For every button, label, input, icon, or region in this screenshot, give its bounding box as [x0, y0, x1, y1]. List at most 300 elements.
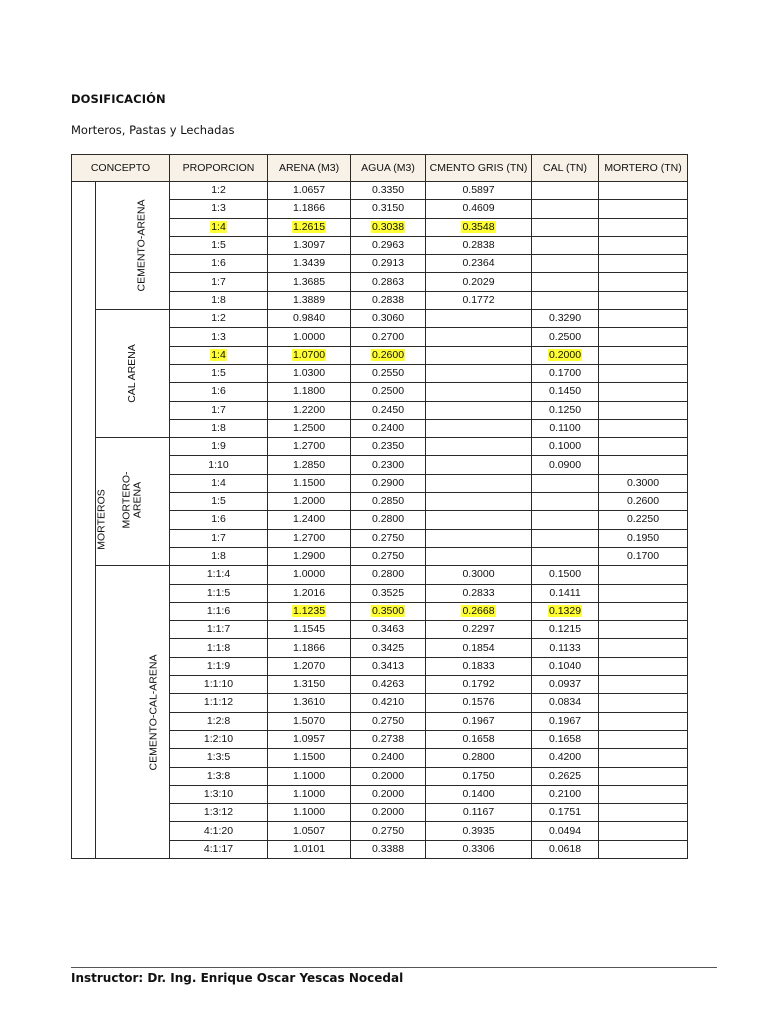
proporcion-cell: [170, 657, 268, 675]
cell-value: 1.2016: [292, 586, 326, 599]
cell-value: 1:2:8: [206, 714, 231, 727]
cell-value: 1:1:4: [206, 568, 231, 581]
mortero-cell: [599, 218, 688, 236]
proporcion-cell: [170, 291, 268, 309]
mortero-cell: [599, 694, 688, 712]
section-label-cell: [96, 566, 170, 859]
proporcion-cell: [170, 218, 268, 236]
cell-value: 1.3097: [292, 239, 326, 252]
cell-value: 0.1751: [548, 806, 582, 819]
cell-value: 0.4609: [462, 202, 495, 215]
cell-value: 1:5: [211, 239, 226, 252]
proporcion-cell: [170, 255, 268, 273]
agua-cell: [351, 712, 426, 730]
cell-value: 0.2750: [371, 531, 405, 544]
header-cal: CAL (TN): [532, 155, 599, 182]
cell-value: 0.2300: [371, 458, 405, 471]
cell-value: 1:1:9: [206, 659, 231, 672]
arena-cell: [268, 529, 351, 547]
proporcion-cell: [170, 804, 268, 822]
arena-cell: [268, 547, 351, 565]
cell-value: 0.3425: [371, 641, 405, 654]
cell-value: 0.9840: [292, 312, 326, 325]
arena-cell: [268, 291, 351, 309]
arena-cell: [268, 346, 351, 364]
mortero-cell: [599, 730, 688, 748]
proporcion-cell: [170, 730, 268, 748]
cell-value: 0.2750: [371, 824, 405, 837]
cal-cell: [532, 456, 599, 474]
table-row: [72, 438, 688, 456]
agua-cell: [351, 602, 426, 620]
cell-value: 1.1235: [292, 604, 326, 617]
arena-cell: [268, 273, 351, 291]
proporcion-cell: [170, 511, 268, 529]
cell-value: 0.0937: [548, 678, 582, 691]
agua-cell: [351, 676, 426, 694]
cell-value: 1.3610: [292, 696, 326, 709]
header-arena: ARENA (M3): [268, 155, 351, 182]
arena-cell: [268, 493, 351, 511]
section-label: CAL ARENA: [126, 344, 138, 403]
cell-value: 1:10: [208, 458, 229, 471]
cell-value: 0.2400: [371, 751, 405, 764]
agua-cell: [351, 438, 426, 456]
proporcion-cell: [170, 474, 268, 492]
cemento-cell: [426, 657, 532, 675]
mortero-cell: [599, 767, 688, 785]
cell-value: 0.0618: [548, 842, 582, 855]
table-header: [72, 155, 688, 182]
cell-value: 1.3685: [292, 275, 326, 288]
proporcion-cell: [170, 602, 268, 620]
cal-cell: [532, 511, 599, 529]
cell-value: 0.2364: [462, 257, 495, 270]
cell-value: 1.2615: [292, 220, 326, 233]
cell-value: 0.2838: [371, 293, 405, 306]
agua-cell: [351, 310, 426, 328]
agua-cell: [351, 346, 426, 364]
cell-value: 0.2750: [371, 714, 405, 727]
agua-cell: [351, 767, 426, 785]
cal-cell: [532, 401, 599, 419]
cemento-cell: [426, 566, 532, 584]
cell-value: 0.1100: [549, 422, 581, 434]
cal-cell: [532, 310, 599, 328]
cell-value: 0.2800: [371, 513, 405, 526]
cell-value: 1:2:10: [203, 733, 234, 746]
cell-value: 0.1329: [548, 604, 582, 617]
cell-value: 1:1:10: [203, 678, 234, 691]
cemento-cell: [426, 694, 532, 712]
mortero-cell: [599, 236, 688, 254]
arena-cell: [268, 255, 351, 273]
mortero-cell: [599, 291, 688, 309]
proporcion-cell: [170, 529, 268, 547]
cal-cell: [532, 493, 599, 511]
mortero-cell: [599, 529, 688, 547]
cell-value: 0.2700: [371, 330, 405, 343]
mortero-cell: [599, 657, 688, 675]
cell-value: 0.1040: [548, 659, 582, 672]
cell-value: 0.1772: [462, 293, 495, 306]
cal-cell: [532, 639, 599, 657]
cemento-cell: [426, 529, 532, 547]
document-title: DOSIFICACIÓN: [71, 92, 166, 106]
section-label: MORTERO- ARENA: [120, 471, 144, 529]
header-agua: AGUA (M3): [351, 155, 426, 182]
cell-value: 1.1500: [292, 751, 326, 764]
cal-cell: [532, 804, 599, 822]
cemento-cell: [426, 584, 532, 602]
cell-value: 0.1658: [462, 733, 495, 746]
cell-value: 1:5: [211, 367, 226, 380]
cell-value: 0.1750: [462, 769, 495, 782]
mortero-cell: [599, 273, 688, 291]
cemento-cell: [426, 639, 532, 657]
cell-value: 0.3463: [371, 623, 405, 636]
cell-value: 0.4200: [548, 751, 582, 764]
proporcion-cell: [170, 236, 268, 254]
cemento-cell: [426, 200, 532, 218]
cell-value: 0.2000: [371, 787, 405, 800]
mortero-cell: [599, 584, 688, 602]
cell-value: 1.0507: [292, 824, 326, 837]
cell-value: 0.2100: [548, 787, 582, 800]
cell-value: 0.2550: [371, 367, 405, 380]
cemento-cell: [426, 273, 532, 291]
cal-cell: [532, 602, 599, 620]
header-proporcion: PROPORCION: [170, 155, 268, 182]
arena-cell: [268, 419, 351, 437]
cemento-cell: [426, 621, 532, 639]
agua-cell: [351, 621, 426, 639]
cell-value: 0.1950: [626, 531, 660, 544]
cell-value: 1.3889: [292, 293, 326, 306]
cell-value: 0.1167: [462, 806, 495, 819]
cell-value: 1.3150: [292, 678, 326, 691]
cell-value: 0.4263: [371, 678, 405, 691]
cal-cell: [532, 419, 599, 437]
agua-cell: [351, 236, 426, 254]
mortero-cell: [599, 182, 688, 200]
mortero-cell: [599, 200, 688, 218]
cell-value: 1:7: [211, 275, 226, 288]
cell-value: 0.0494: [548, 824, 582, 837]
cell-value: 0.2900: [371, 476, 405, 489]
cell-value: 0.2600: [626, 495, 660, 508]
section-label-cell: [96, 310, 170, 438]
mortero-cell: [599, 621, 688, 639]
cell-value: 1:4: [211, 476, 226, 489]
proporcion-cell: [170, 712, 268, 730]
cal-cell: [532, 694, 599, 712]
cell-value: 0.2850: [371, 495, 405, 508]
proporcion-cell: [170, 767, 268, 785]
proporcion-cell: [170, 401, 268, 419]
cell-value: 1.2400: [292, 513, 326, 526]
arena-cell: [268, 218, 351, 236]
mortero-cell: [599, 346, 688, 364]
arena-cell: [268, 456, 351, 474]
cell-value: 1:4: [211, 220, 226, 233]
cell-value: 0.2800: [371, 568, 405, 581]
cell-value: 0.1400: [462, 787, 495, 800]
arena-cell: [268, 511, 351, 529]
cell-value: 0.2800: [462, 751, 495, 764]
arena-cell: [268, 804, 351, 822]
cell-value: 0.2600: [371, 348, 405, 361]
cemento-cell: [426, 236, 532, 254]
arena-cell: [268, 328, 351, 346]
cell-value: 0.2863: [371, 275, 405, 288]
cell-value: 4:1:17: [203, 842, 234, 855]
cemento-cell: [426, 328, 532, 346]
cell-value: 0.2000: [371, 806, 405, 819]
agua-cell: [351, 566, 426, 584]
cell-value: 1:8: [211, 293, 226, 306]
cell-value: 0.0834: [548, 696, 582, 709]
cell-value: 1:1:7: [206, 623, 231, 636]
proporcion-cell: [170, 621, 268, 639]
arena-cell: [268, 840, 351, 858]
cell-value: 1:1:5: [206, 586, 231, 599]
cal-cell: [532, 621, 599, 639]
cell-value: 0.3038: [371, 220, 405, 233]
cell-value: 0.2350: [371, 440, 405, 453]
agua-cell: [351, 584, 426, 602]
cell-value: 1.1866: [292, 202, 326, 215]
arena-cell: [268, 639, 351, 657]
agua-cell: [351, 749, 426, 767]
cemento-cell: [426, 255, 532, 273]
cell-value: 0.1576: [462, 696, 495, 709]
cell-value: 1:5: [211, 495, 226, 508]
cemento-cell: [426, 730, 532, 748]
agua-cell: [351, 639, 426, 657]
agua-cell: [351, 493, 426, 511]
mortero-cell: [599, 676, 688, 694]
proporcion-cell: [170, 200, 268, 218]
cell-value: 0.1450: [548, 385, 582, 398]
agua-cell: [351, 529, 426, 547]
mortero-cell: [599, 438, 688, 456]
cell-value: 1.1000: [292, 769, 326, 782]
cal-cell: [532, 730, 599, 748]
mortero-cell: [599, 804, 688, 822]
cal-cell: [532, 273, 599, 291]
cell-value: 1:3: [211, 202, 226, 215]
cell-value: 0.1215: [548, 623, 582, 636]
cell-value: 0.1250: [548, 403, 582, 416]
agua-cell: [351, 218, 426, 236]
proporcion-cell: [170, 566, 268, 584]
cell-value: 1.2500: [292, 422, 326, 434]
mortero-cell: [599, 749, 688, 767]
cal-cell: [532, 566, 599, 584]
header-concepto: CONCEPTO: [72, 155, 170, 182]
arena-cell: [268, 310, 351, 328]
cell-value: 1.1545: [292, 623, 326, 636]
arena-cell: [268, 712, 351, 730]
cell-value: 1:3:8: [206, 769, 231, 782]
cal-cell: [532, 749, 599, 767]
table-body: [72, 182, 688, 859]
agua-cell: [351, 511, 426, 529]
mortero-cell: [599, 493, 688, 511]
cell-value: 1.2200: [292, 403, 326, 416]
arena-cell: [268, 474, 351, 492]
cell-value: 0.1854: [462, 641, 495, 654]
agua-cell: [351, 657, 426, 675]
cell-value: 0.1833: [462, 659, 495, 672]
cemento-cell: [426, 383, 532, 401]
cell-value: 0.2400: [371, 422, 405, 434]
cal-cell: [532, 785, 599, 803]
cal-cell: [532, 712, 599, 730]
cemento-cell: [426, 291, 532, 309]
arena-cell: [268, 182, 351, 200]
cell-value: 0.1700: [626, 550, 660, 563]
cell-value: 0.2750: [371, 550, 405, 563]
mortero-cell: [599, 785, 688, 803]
proporcion-cell: [170, 328, 268, 346]
arena-cell: [268, 200, 351, 218]
mortero-cell: [599, 328, 688, 346]
arena-cell: [268, 749, 351, 767]
cell-value: 0.2450: [371, 403, 405, 416]
agua-cell: [351, 547, 426, 565]
cemento-cell: [426, 218, 532, 236]
cemento-cell: [426, 767, 532, 785]
agua-cell: [351, 383, 426, 401]
cemento-cell: [426, 712, 532, 730]
cell-value: 1:4: [211, 348, 226, 361]
cell-value: 1.2700: [292, 531, 326, 544]
proporcion-cell: [170, 785, 268, 803]
cell-value: 0.1967: [462, 714, 495, 727]
arena-cell: [268, 621, 351, 639]
cell-value: 1.2900: [292, 550, 326, 563]
cemento-cell: [426, 493, 532, 511]
cell-value: 0.2963: [371, 239, 405, 252]
arena-cell: [268, 383, 351, 401]
agua-cell: [351, 456, 426, 474]
group-label-cell: [72, 182, 108, 859]
agua-cell: [351, 255, 426, 273]
cell-value: 0.1792: [462, 678, 495, 691]
proporcion-cell: [170, 182, 268, 200]
agua-cell: [351, 474, 426, 492]
proporcion-cell: [170, 493, 268, 511]
cell-value: 1.1000: [292, 787, 326, 800]
arena-cell: [268, 676, 351, 694]
proporcion-cell: [170, 273, 268, 291]
cell-value: 0.3388: [371, 842, 405, 855]
mortero-cell: [599, 840, 688, 858]
agua-cell: [351, 200, 426, 218]
cell-value: 1.2000: [292, 495, 326, 508]
section-label: CEMENTO-CAL-ARENA: [147, 654, 160, 771]
cell-value: 1.0700: [292, 348, 326, 361]
cell-value: 4:1:20: [203, 824, 234, 837]
cal-cell: [532, 346, 599, 364]
group-label: MORTEROS: [95, 489, 108, 551]
agua-cell: [351, 694, 426, 712]
agua-cell: [351, 273, 426, 291]
arena-cell: [268, 730, 351, 748]
proporcion-cell: [170, 547, 268, 565]
mortero-cell: [599, 822, 688, 840]
agua-cell: [351, 182, 426, 200]
cal-cell: [532, 364, 599, 382]
mortero-cell: [599, 419, 688, 437]
proporcion-cell: [170, 840, 268, 858]
cell-value: 1.0000: [292, 330, 326, 343]
cell-value: 0.1658: [548, 733, 582, 746]
cell-value: 1:2: [211, 312, 226, 325]
cell-value: 1.0000: [292, 568, 326, 581]
mortero-cell: [599, 310, 688, 328]
cell-value: 1:3: [211, 330, 226, 343]
cemento-cell: [426, 602, 532, 620]
cal-cell: [532, 383, 599, 401]
mortero-cell: [599, 566, 688, 584]
table-row: [72, 310, 688, 328]
cell-value: 1:1:6: [206, 604, 231, 617]
mortero-cell: [599, 364, 688, 382]
header-cemento-gris: CMENTO GRIS (TN): [426, 155, 532, 182]
cemento-cell: [426, 182, 532, 200]
arena-cell: [268, 584, 351, 602]
agua-cell: [351, 785, 426, 803]
cell-value: 1:6: [211, 385, 226, 398]
cell-value: 1.0101: [292, 842, 326, 855]
agua-cell: [351, 840, 426, 858]
cemento-cell: [426, 511, 532, 529]
cemento-cell: [426, 419, 532, 437]
cell-value: 1.3439: [292, 257, 326, 270]
cell-value: 1:7: [211, 531, 226, 544]
proporcion-cell: [170, 438, 268, 456]
cell-value: 0.5897: [462, 184, 495, 197]
cell-value: 0.3500: [371, 604, 405, 617]
cell-value: 1:1:12: [203, 696, 234, 709]
arena-cell: [268, 767, 351, 785]
cemento-cell: [426, 346, 532, 364]
cemento-cell: [426, 401, 532, 419]
cemento-cell: [426, 749, 532, 767]
mortero-cell: [599, 511, 688, 529]
proporcion-cell: [170, 456, 268, 474]
cal-cell: [532, 840, 599, 858]
cal-cell: [532, 547, 599, 565]
cemento-cell: [426, 676, 532, 694]
cell-value: 1.1500: [292, 476, 326, 489]
cal-cell: [532, 767, 599, 785]
arena-cell: [268, 822, 351, 840]
cal-cell: [532, 529, 599, 547]
cemento-cell: [426, 822, 532, 840]
mortero-cell: [599, 474, 688, 492]
agua-cell: [351, 804, 426, 822]
cell-value: 0.3548: [462, 220, 495, 233]
cell-value: 0.3525: [371, 586, 405, 599]
cal-cell: [532, 236, 599, 254]
cell-value: 1.1800: [292, 385, 326, 398]
proporcion-cell: [170, 749, 268, 767]
cell-value: 0.4210: [371, 696, 405, 709]
